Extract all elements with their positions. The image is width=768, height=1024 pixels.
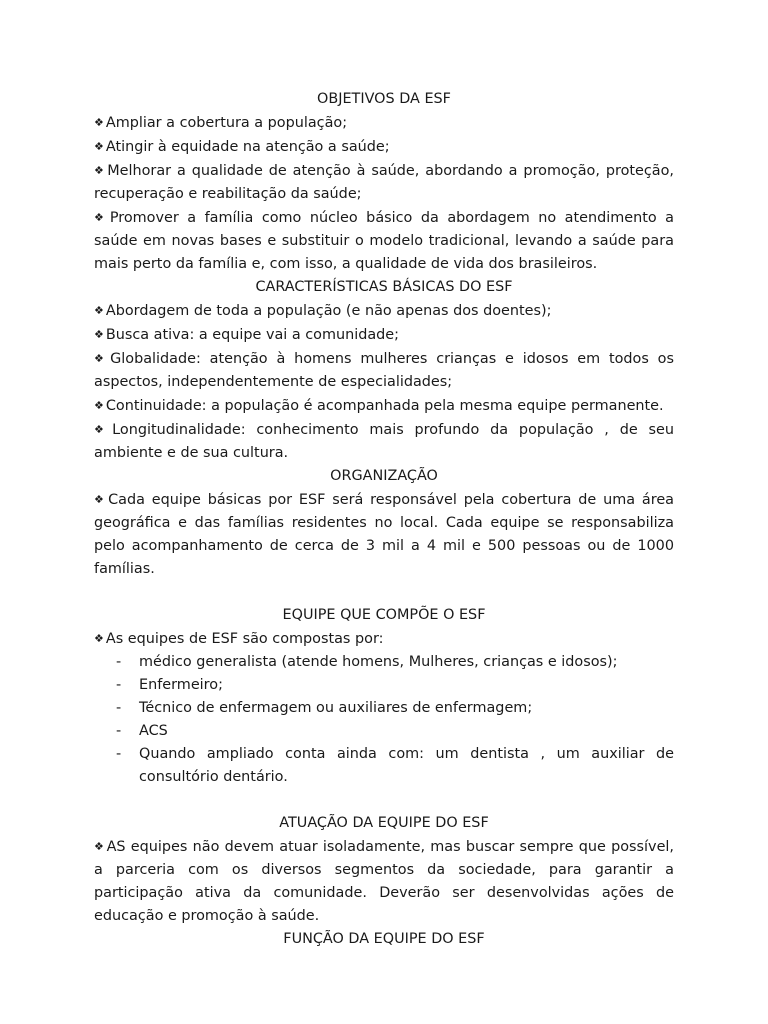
diamond-bullet-icon: ❖	[94, 493, 107, 506]
list-item: - médico generalista (atende homens, Mulheres, crianças e idosos);	[116, 651, 674, 674]
diamond-bullet-icon: ❖	[94, 140, 104, 153]
diamond-bullet-icon: ❖	[94, 399, 104, 412]
dash-bullet-icon: -	[116, 723, 122, 739]
list-item: - ACS	[116, 720, 674, 743]
heading-organizacao: ORGANIZAÇÃO	[330, 468, 438, 484]
heading-equipe: EQUIPE QUE COMPÕE O ESF	[282, 607, 486, 623]
diamond-bullet-icon: ❖	[94, 840, 105, 853]
diamond-bullet-icon: ❖	[94, 164, 106, 177]
heading-caracteristicas: CARACTERÍSTICAS BÁSICAS DO ESF	[255, 279, 513, 295]
heading-funcao: FUNÇÃO DA EQUIPE DO ESF	[283, 931, 485, 947]
atuacao-item: ❖ AS equipes não devem atuar isoladamente, mas buscar sempre que possível, a parceria com os diversos segmentos da sociedade, para garantir a participação ativa da comunidade. Deverão ser desenvolvidas ações de educação e promoção à saúde.	[94, 839, 674, 924]
objetivo-item: ❖ Melhorar a qualidade de atenção à saúde, abordando a promoção, proteção, recuperação e reabilitação da saúde;	[94, 163, 674, 202]
dash-bullet-icon: -	[116, 746, 122, 762]
diamond-bullet-icon: ❖	[94, 211, 108, 224]
diamond-bullet-icon: ❖	[94, 352, 109, 365]
section-gap	[94, 581, 674, 604]
list-item: - Enfermeiro;	[116, 674, 674, 697]
caracteristica-item: ❖ Abordagem de toda a população (e não apenas dos doentes);	[94, 303, 552, 319]
heading-objetivos: OBJETIVOS DA ESF	[317, 91, 451, 107]
diamond-bullet-icon: ❖	[94, 116, 104, 129]
dash-bullet-icon: -	[116, 677, 122, 693]
list-item: - Quando ampliado conta ainda com: um dentista , um auxiliar de consultório dentário.	[116, 743, 674, 789]
equipe-list	[94, 651, 674, 789]
objetivo-item: ❖ Ampliar a cobertura a população;	[94, 115, 348, 131]
dash-bullet-icon: -	[116, 700, 122, 716]
section-gap	[94, 789, 674, 812]
caracteristica-item: ❖ Busca ativa: a equipe vai a comunidade;	[94, 327, 400, 343]
diamond-bullet-icon: ❖	[94, 423, 111, 436]
dash-bullet-icon: -	[116, 654, 122, 670]
equipe-intro: ❖ As equipes de ESF são compostas por:	[94, 631, 384, 647]
organizacao-item: ❖ Cada equipe básicas por ESF será responsável pela cobertura de uma área geográfica e das famílias residentes no local. Cada equipe se responsabiliza pelo acompanhamento de cerca de 3 mil a 4 mil e 500 pessoas ou de 1000 famílias.	[94, 492, 674, 577]
caracteristica-item: ❖ Longitudinalidade: conhecimento mais profundo da população , de seu ambiente e de sua cultura.	[94, 422, 674, 461]
diamond-bullet-icon: ❖	[94, 304, 104, 317]
list-item: - Técnico de enfermagem ou auxiliares de enfermagem;	[116, 697, 674, 720]
objetivo-item: ❖ Atingir à equidade na atenção a saúde;	[94, 139, 390, 155]
heading-atuacao: ATUAÇÃO DA EQUIPE DO ESF	[279, 815, 489, 831]
objetivo-item: ❖ Promover a família como núcleo básico da abordagem no atendimento a saúde em novas bases e substituir o modelo tradicional, levando a saúde para mais perto da família e, com isso, a qualidade de vida dos brasileiros.	[94, 210, 674, 272]
caracteristica-item: ❖ Continuidade: a população é acompanhada pela mesma equipe permanente.	[94, 398, 664, 414]
caracteristica-item: ❖ Globalidade: atenção à homens mulheres crianças e idosos em todos os aspectos, independentemente de especialidades;	[94, 351, 674, 390]
diamond-bullet-icon: ❖	[94, 328, 104, 341]
diamond-bullet-icon: ❖	[94, 632, 104, 645]
